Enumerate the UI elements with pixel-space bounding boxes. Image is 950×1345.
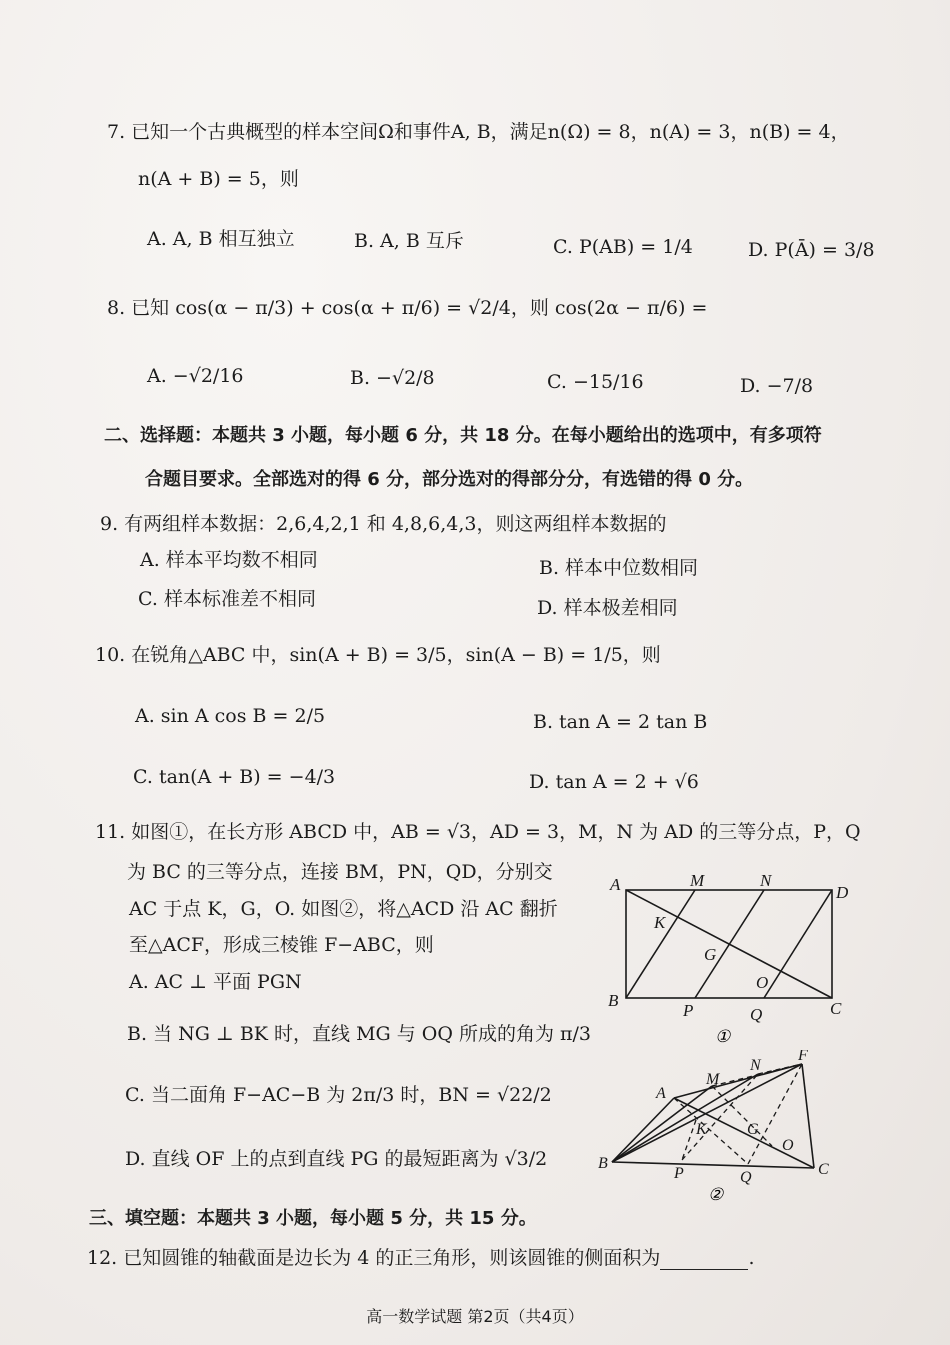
q12-answer-blank[interactable]: [660, 1251, 748, 1270]
q7-option-d: D. P(Ā) = 3/8: [748, 239, 875, 261]
q8-option-c: C. −15/16: [547, 371, 644, 393]
fig1-label-a: A: [610, 875, 621, 894]
fig1-caption: ①: [715, 1027, 731, 1046]
fig1-label-o: O: [756, 973, 769, 992]
q7-option-c: C. P(AB) = 1/4: [553, 236, 693, 258]
fig1-label-q: Q: [750, 1005, 763, 1024]
fig1-label-g: G: [704, 945, 717, 964]
fig2-label-f: F: [798, 1050, 808, 1064]
q10-option-d: D. tan A = 2 + √6: [529, 771, 699, 793]
section3-heading: 三、填空题：本题共 3 小题，每小题 5 分，共 15 分。: [89, 1208, 537, 1229]
fig2-label-q: Q: [740, 1169, 752, 1186]
figure-1-rectangle: [590, 868, 870, 1048]
q10-stem: 10. 在锐角△ABC 中，sin(A + B) = 3/5，sin(A − B) = 1/5，则: [95, 644, 661, 666]
fig2-label-n: N: [750, 1057, 761, 1074]
fig1-label-p: P: [683, 1001, 694, 1020]
fig1-label-c: C: [830, 999, 842, 1018]
q11-option-d: D. 直线 OF 上的点到直线 PG 的最短距离为 √3/2: [125, 1148, 548, 1170]
fig2-label-k: K: [696, 1121, 707, 1138]
q10-option-a: A. sin A cos B = 2/5: [135, 705, 326, 727]
fig1-label-b: B: [608, 991, 619, 1010]
q7-option-a: A. A, B 相互独立: [147, 228, 295, 250]
section2-heading-line1: 二、选择题：本题共 3 小题，每小题 6 分，共 18 分。在每小题给出的选项中，有多项符: [104, 425, 822, 446]
fig1-label-n: N: [760, 871, 772, 890]
q11-option-c: C. 当二面角 F−AC−B 为 2π/3 时，BN = √22/2: [125, 1084, 552, 1106]
q9-option-a: A. 样本平均数不相同: [140, 549, 318, 571]
q8-option-d: D. −7/8: [740, 375, 814, 397]
q10-option-b: B. tan A = 2 tan B: [533, 711, 708, 733]
q11-option-a: A. AC ⊥ 平面 PGN: [129, 971, 302, 993]
q11-stem-line1: 11. 如图①，在长方形 ABCD 中，AB = √3，AD = 3，M，N 为 AD 的三等分点，P，Q: [95, 821, 861, 843]
q7-stem-line1: 7. 已知一个古典概型的样本空间Ω和事件A, B，满足n(Ω) = 8，n(A) = 3，n(B) = 4，: [107, 121, 850, 143]
q9-option-c: C. 样本标准差不相同: [138, 588, 316, 610]
q9-stem: 9. 有两组样本数据：2,6,4,2,1 和 4,8,6,4,3，则这两组样本数据的: [100, 513, 667, 535]
fig1-label-d: D: [836, 883, 849, 902]
q11-stem-line2: 为 BC 的三等分点，连接 BM，PN，QD，分别交: [127, 861, 553, 883]
fig2-caption: ②: [708, 1185, 724, 1204]
q9-option-b: B. 样本中位数相同: [539, 557, 699, 579]
q12-end: .: [748, 1247, 755, 1269]
fig2-label-c: C: [818, 1161, 829, 1178]
q7-stem-line2: n(A + B) = 5，则: [138, 168, 299, 190]
fig1-label-k: K: [654, 913, 666, 932]
fig2-label-b: B: [598, 1155, 608, 1172]
q12-stem-line: [87, 1246, 754, 1270]
q10-option-c: C. tan(A + B) = −4/3: [133, 766, 336, 788]
q12-stem: 12. 已知圆锥的轴截面是边长为 4 的正三角形，则该圆锥的侧面积为: [87, 1247, 661, 1269]
q8-option-b: B. −√2/8: [350, 367, 435, 389]
q11-stem-line4: 至△ACF，形成三棱锥 F−ABC，则: [129, 934, 434, 956]
q11-stem-line3: AC 于点 K，G，O. 如图②，将△ACD 沿 AC 翻折: [129, 898, 558, 920]
q8-stem: 8. 已知 cos(α − π/3) + cos(α + π/6) = √2/4，则 cos(2α − π/6) =: [107, 297, 708, 319]
figure-2-pyramid: [592, 1050, 852, 1210]
q7-option-b: B. A, B 互斥: [354, 230, 464, 252]
fig2-label-g: G: [747, 1121, 759, 1138]
section2-heading-line2: 合题目要求。全部选对的得 6 分，部分选对的得部分分，有选错的得 0 分。: [145, 469, 754, 490]
fig2-label-a: A: [656, 1085, 666, 1102]
fig2-label-p: P: [674, 1165, 684, 1182]
fig2-label-o: O: [782, 1137, 794, 1154]
fig2-label-m: M: [706, 1071, 720, 1088]
q9-option-d: D. 样本极差相同: [537, 597, 678, 619]
q11-option-b: B. 当 NG ⊥ BK 时，直线 MG 与 OQ 所成的角为 π/3: [127, 1023, 591, 1045]
page-footer: 高一数学试题 第2页（共4页）: [366, 1307, 584, 1326]
fig1-label-m: M: [690, 871, 705, 890]
q8-option-a: A. −√2/16: [147, 365, 244, 387]
